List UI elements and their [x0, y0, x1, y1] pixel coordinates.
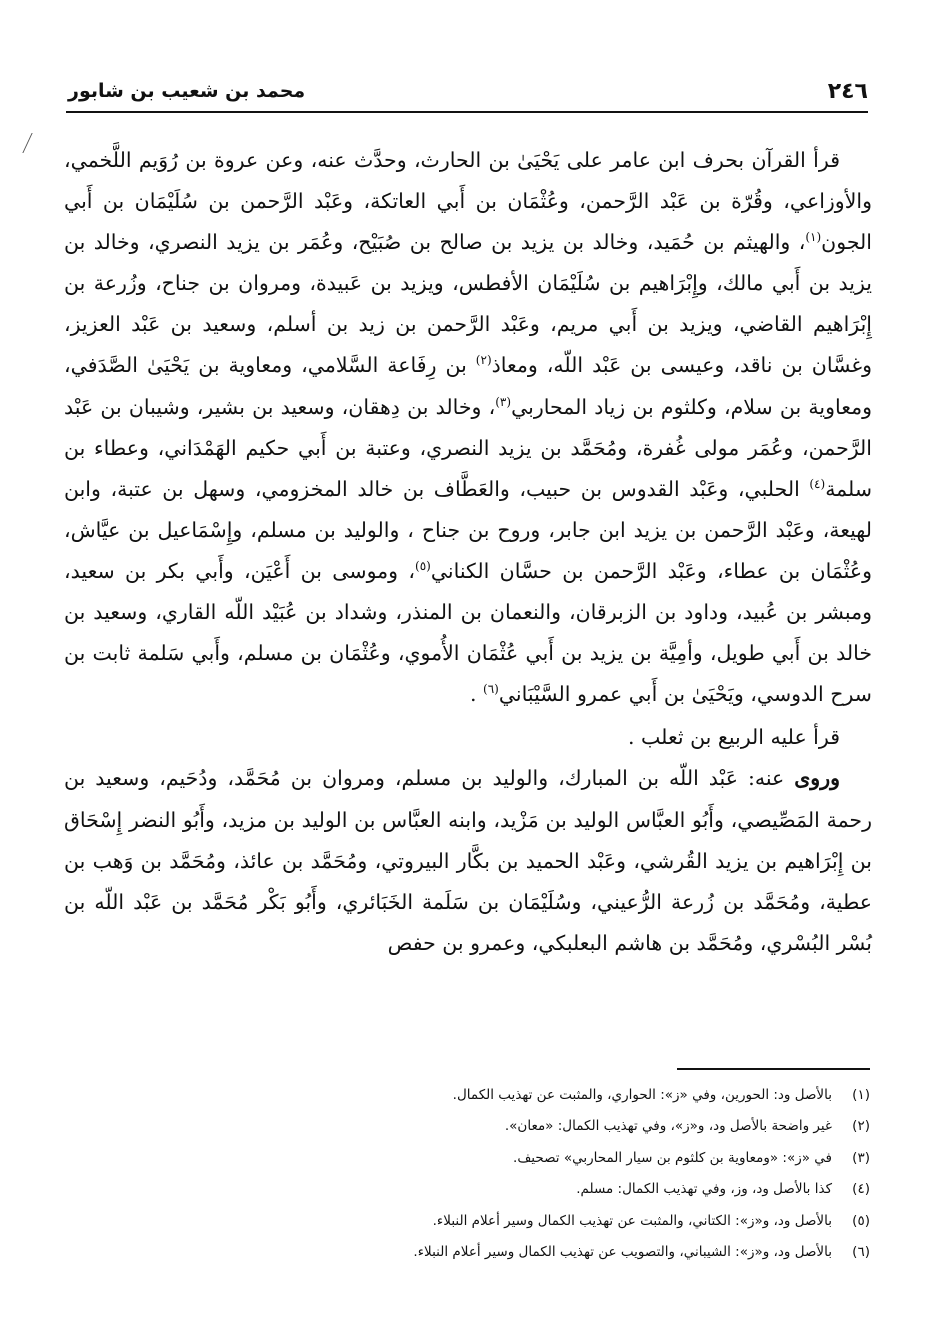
footnote-marker: (٤): [809, 476, 826, 491]
footnote: [90, 1237, 870, 1268]
footnote-number: (٥): [852, 1212, 870, 1229]
footnote-text: غير واضحة بالأصل ود، و«ز»، وفي تهذيب الكمال: «معان».: [504, 1118, 832, 1135]
text-segment: ، وخالد بن دِهقان، وسعيد بن بشير، وشيبان بن عَبْد الرَّحمن، وعُمَر مولى غُفرة، ومُحَمَّد بن يزيد النصري، وعتبة بن أَبي حكيم الهَمْدَاني، وعطاء بن سلمة: [64, 394, 872, 501]
text-segment: قرأ القرآن بحرف ابن عامر على يَحْيَىٰ بن الحارث، وحدَّث عنه، وعن عروة بن رُوَيم اللَّخمي، والأوزاعي، وقُرّة بن عَبْد الرَّحمن، وعُثْمَان بن أَبي العاتكة، وعَبْد الرَّحمن بن سُلَيْمَان بن أَبي الجون: [64, 148, 872, 255]
text-segment: الحلبي، وعَبْد القدوس بن حبيب، والعَطَّاف بن خالد المخزومي، وسهل بن عتبة، وابن لهيعة، وعَبْد الرَّحمن بن يزيد ابن جابر، وروح بن جناح ، والوليد بن مسلم، وإِسْمَاعيل بن عيَّاش، وعُثْمَان بن عطاء، وعَبْد الرَّحمن بن حسَّان الكناني: [64, 476, 873, 583]
footnote-text: بالأصل ود: الحورين، وفي «ز»: الحواري، والمثبت عن تهذيب الكمال.: [452, 1087, 832, 1103]
footnote: [90, 1111, 870, 1142]
page-header: [68, 74, 868, 108]
footnote-marker: (١): [805, 230, 822, 245]
header-rule: [66, 111, 868, 113]
footnote-number: (٦): [852, 1244, 870, 1261]
footnote-text: في «ز»: «ومعاوية بن كلثوم بن سيار المحاربي» تصحيف.: [513, 1149, 832, 1166]
margin-pencil-mark: [22, 133, 42, 153]
footnote-text: بالأصل ود، و«ز»: الكتاني، والمثبت عن تهذيب الكمال وسير أعلام النبلاء.: [432, 1212, 832, 1229]
footnote-marker: (٣): [495, 394, 512, 409]
footnote-separator: [677, 1068, 870, 1070]
footnote-marker: (٥): [415, 559, 431, 574]
footnote: [90, 1174, 870, 1205]
teacher-paragraph: [64, 717, 872, 758]
students-lead-word: وروى: [794, 766, 840, 791]
footnote: [90, 1206, 870, 1237]
running-title: محمد بن شعيب بن شابور: [68, 80, 306, 102]
footnotes: [90, 1080, 870, 1268]
students-text: عنه: عَبْد اللّه بن المبارك، والوليد بن مسلم، ومروان بن مُحَمَّد، ودُحَيم، وسعيد بن رحمة المَصِّيصي، وأَبُو العبَّاس الوليد بن مَزْيد، وابنه العبَّاس بن الوليد بن مزيد، وأَبُو النضر إِسْحَاق بن إِبْرَاهيم بن يزيد القُرشي، وعَبْد الحميد بن بكَّار البيروتي، ومُحَمَّد بن عائذ، ومُحَمَّد بن وَهب بن عطية، ومُحَمَّد بن زُرعة الرُّعيني، وسُلَيْمَان بن سَلَمة الخَبَائري، وأَبُو بَكْر مُحَمَّد بن عَبْد اللّه بن بُسْر البُسْري، ومُحَمَّد بن هاشم البعلبكي، وعمرو بن حفص: [64, 766, 872, 955]
footnote-text: كذا بالأصل ود، وز، وفي تهذيب الكمال: مسلم.: [576, 1181, 832, 1198]
footnote: [90, 1143, 870, 1174]
footnote-number: (٣): [852, 1149, 870, 1166]
footnote: [90, 1080, 870, 1111]
footnote-number: (١): [852, 1087, 870, 1103]
footnote-number: (٤): [852, 1181, 870, 1198]
text-segment: ، وموسى بن أَعْيَن، وأَبي بكر بن سعيد، ومبشر بن عُبيد، وداود بن الزبرقان، والنعمان بن المنذر، وشداد بن عُبَيْد اللّه القاري، وسعيد بن خالد بن أَبي طويل، وأمِيَّة بن يزيد بن أَبي عُثْمَان الأُموي، وعُثْمَان بن مسلم، وأَبي سَلمة ثابت بن سرح الدوسي، ويَحْيَىٰ بن أَبي عمرو السَّيْبَاني: [64, 558, 872, 707]
biography-paragraph: [64, 140, 872, 715]
text-segment: بن رِفَاعة السَّلامي، ومعاوية بن يَحْيَىٰ الصَّدَفي، ومعاوية بن سلام، وكلثوم بن زياد المحاربي: [64, 353, 872, 419]
page-number: ٢٤٦: [827, 78, 868, 104]
footnote-marker: (٦): [483, 682, 499, 697]
footnote-number: (٢): [852, 1118, 870, 1135]
text-segment: ، والهيثم بن حُمَيد، وخالد بن يزيد بن صالح بن صُبَيْح، وعُمَر بن يزيد النصري، وخالد بن يزيد بن أَبي مالك، وإِبْرَاهيم بن سُلَيْمَان الأفطس، ويزيد بن عَبيدة، ومروان بن جناح، وزُرعة بن إِبْرَاهيم القاضي، ويزيد بن أَبي مريم، وعَبْد الرَّحمن بن زيد بن أسلم، وسعيد بن عَبْد العزيز، وغسَّان بن ناقد، وعيسى بن عَبْد اللّه، ومعاذ: [64, 230, 872, 378]
students-paragraph: [64, 758, 872, 963]
footnote-text: بالأصل ود، و«ز»: الشيباني، والتصويب عن تهذيب الكمال وسير أعلام النبلاء.: [413, 1244, 832, 1261]
footnote-marker: (٢): [475, 353, 492, 368]
main-text: [64, 140, 872, 964]
text-segment: .: [469, 682, 484, 707]
teacher-line: قرأ عليه الربيع بن ثعلب .: [628, 725, 840, 750]
